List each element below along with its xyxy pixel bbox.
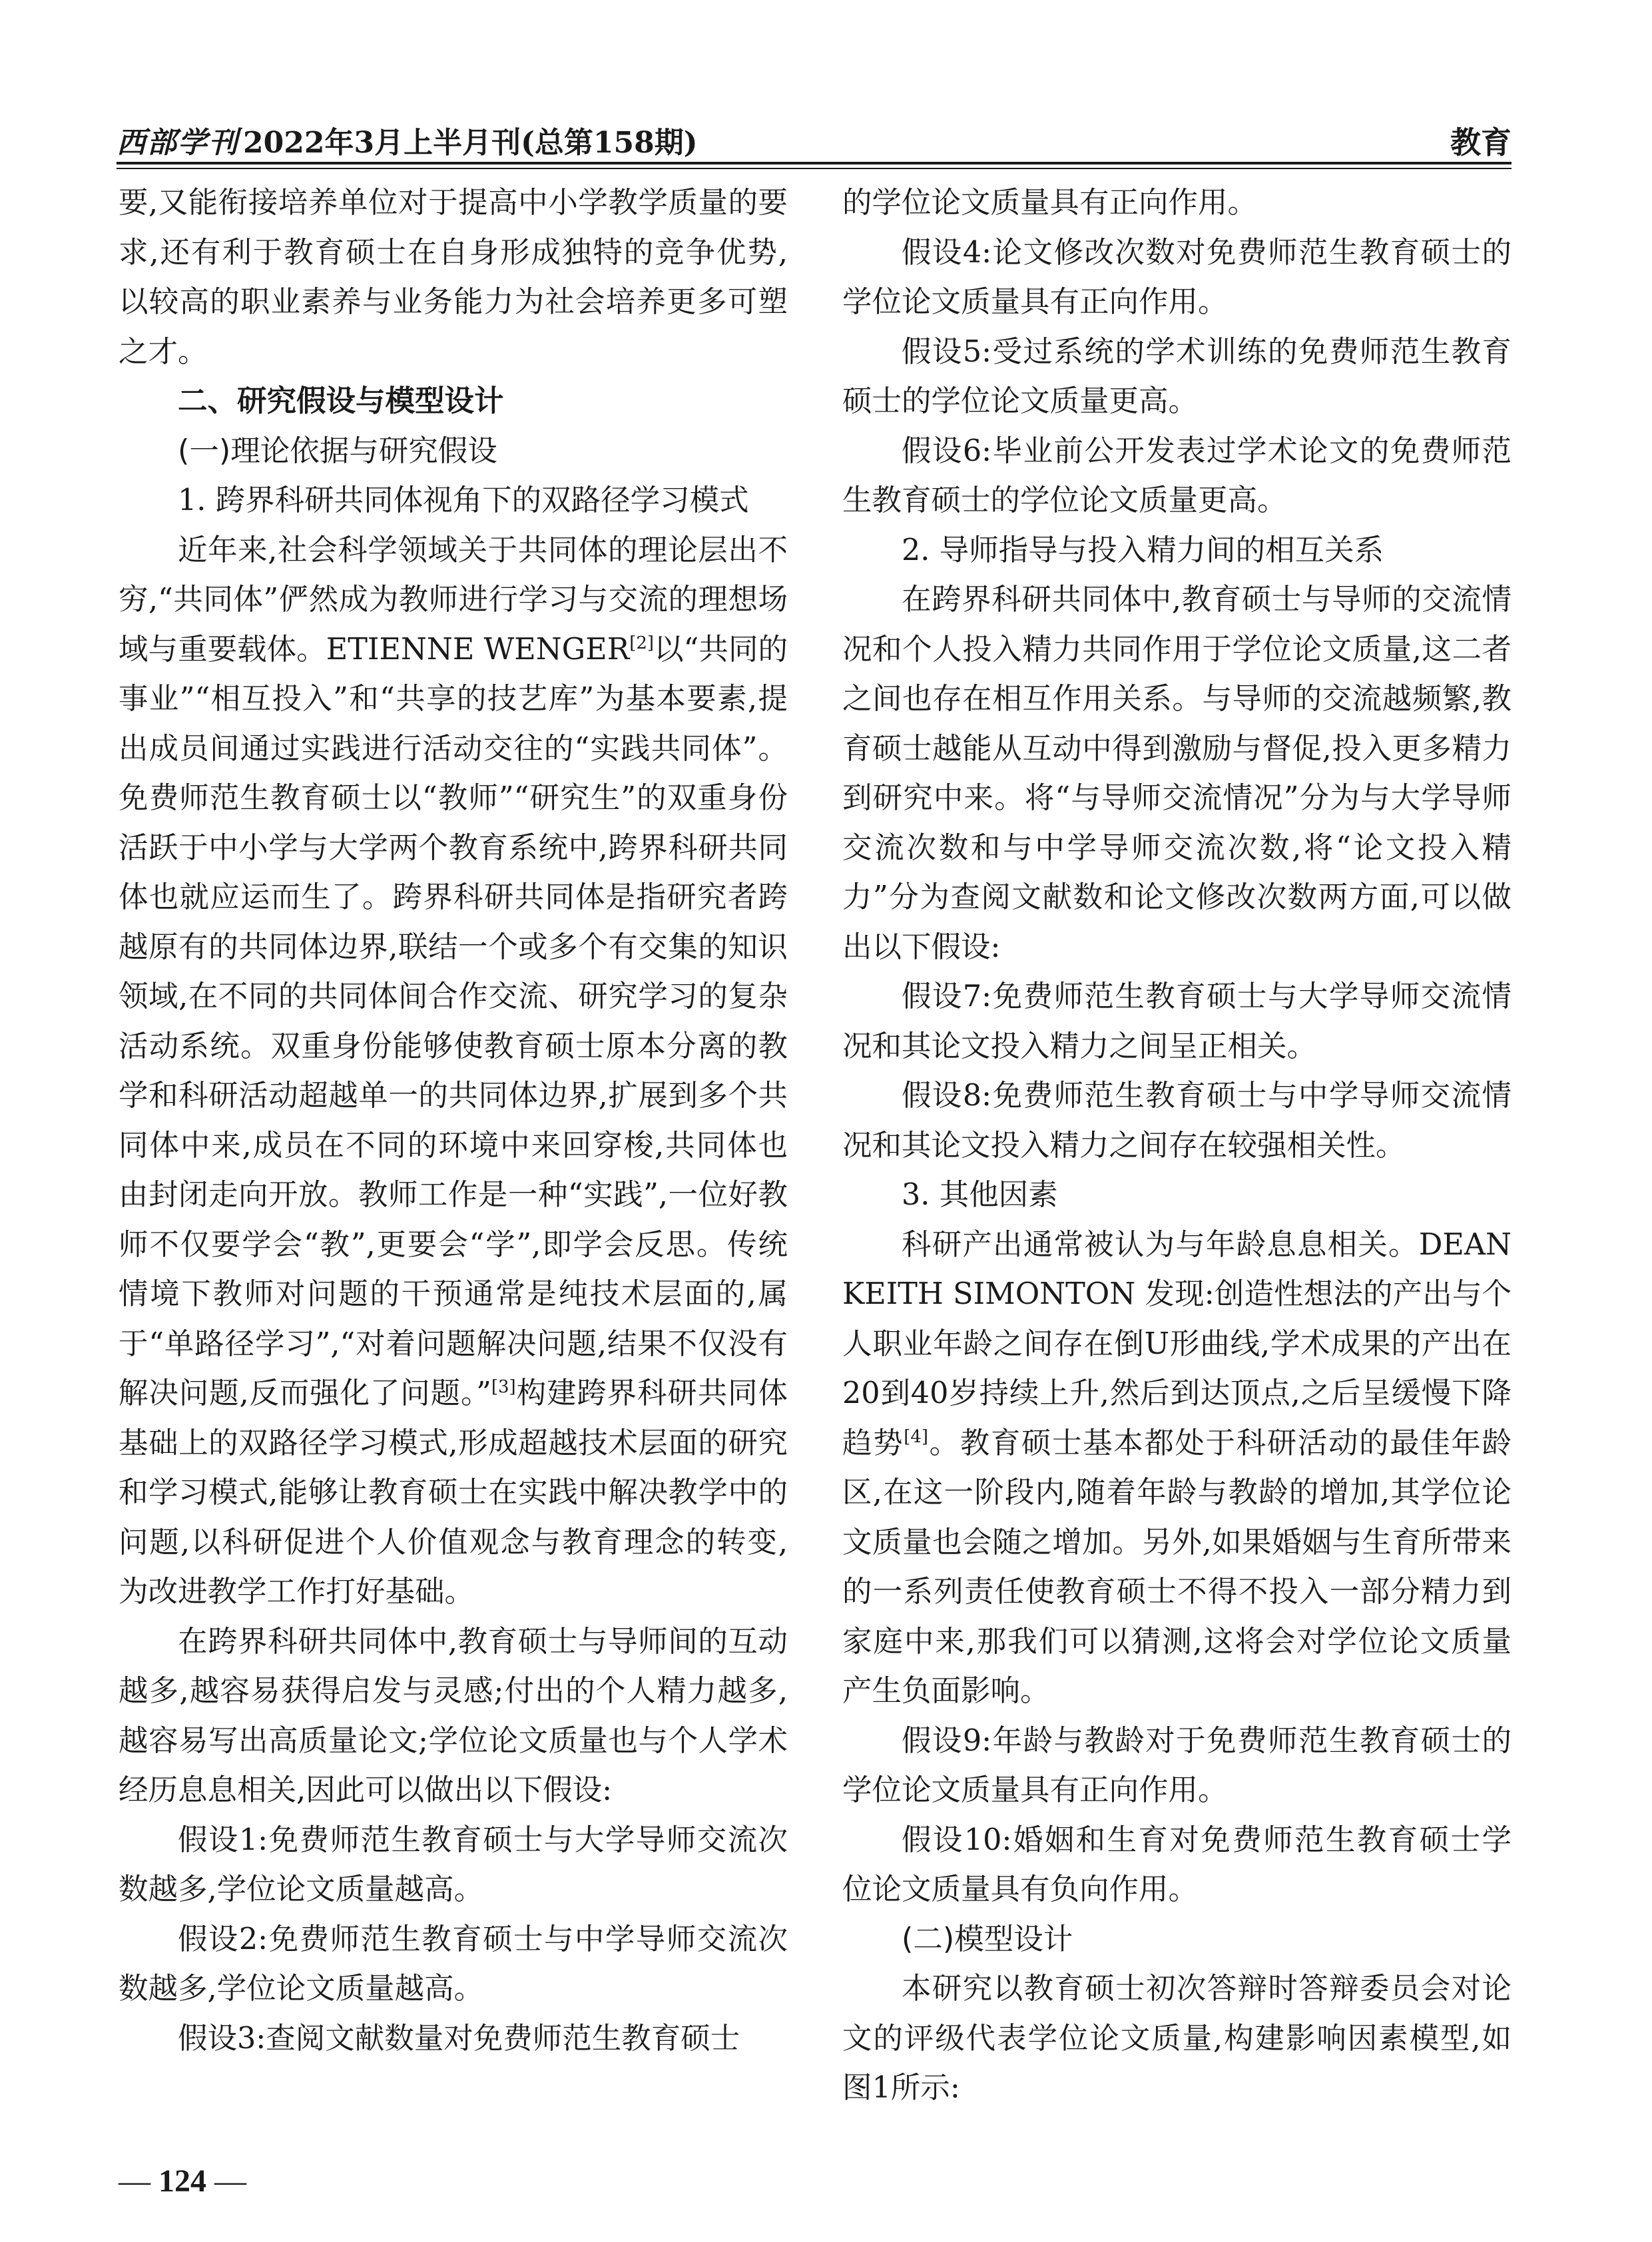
body-paragraph <box>119 526 788 1617</box>
paragraph-text: 。教育硕士基本都处于科研活动的最佳年龄区,在这一阶段内,随着年龄与教龄的增加,其学位论文质量也会随之增加。另外,如果婚姻与生育所带来的一系列责任使教育硕士不得不投入一部分精力到家庭中来,那我们可以猜测,这将会对学位论文质量产生负面影响。 <box>842 1426 1512 1708</box>
footer-dash-right: — <box>206 2163 246 2199</box>
paragraph-text: 二、研究假设与模型设计 <box>178 384 504 418</box>
paragraph-text: (一)理论依据与研究假设 <box>178 433 497 468</box>
paragraph-continued <box>119 178 788 377</box>
hypothesis-paragraph <box>842 1071 1512 1171</box>
sub-subsection-heading <box>842 526 1512 576</box>
hypothesis-paragraph <box>119 1816 788 1915</box>
paragraph-text: 假设4:论文修改次数对免费师范生教育硕士的学位论文质量具有正向作用。 <box>842 235 1512 319</box>
page-footer <box>119 2163 246 2199</box>
paragraph-text: 在跨界科研共同体中,教育硕士与导师间的互动越多,越容易获得启发与灵感;付出的个人精力越多,越容易写出高质量论文;学位论文质量也与个人学术经历息息相关,因此可以做出以下假设: <box>119 1624 788 1807</box>
header-rule-thin <box>117 168 1512 169</box>
journal-logo: 西部学刊 <box>117 126 239 160</box>
section-heading <box>119 377 788 427</box>
paragraph-text: (二)模型设计 <box>902 1922 1073 1956</box>
footer-dash-left: — <box>119 2163 158 2199</box>
hypothesis-continued <box>842 178 1512 228</box>
paragraph-text: 1. 跨界科研共同体视角下的双路径学习模式 <box>178 483 749 517</box>
page-number: 124 <box>158 2163 206 2199</box>
paragraph-text: 以“共同的事业”“相互投入”和“共享的技艺库”为基本要素,提出成员间通过实践进行活动交往的“实践共同体”。免费师范生教育硕士以“教师”“研究生”的双重身份活跃于中小学与大学两个教育系统中,跨界科研共同体也就应运而生了。跨界科研共同体是指研究者跨越原有的共同体边界,联结一个或多个有交集的知识领域,在不同的共同体间合作交流、研究学习的复杂活动系统。双重身份能够使教育硕士原本分离的教学和科研活动超越单一的共同体边界,扩展到多个共同体中来,成员在不同的环境中来回穿梭,共同体也由封闭走向开放。教师工作是一种“实践”,一位好教师不仅要学会“教”,更要会“学”,即学会反思。传统情境下教师对问题的干预通常是纯技术层面的,属于“单路径学习”,“对着问题解决问题,结果不仅没有解决问题,反而强化了问题。” <box>119 632 788 1410</box>
left-column <box>119 178 788 2064</box>
body-paragraph <box>842 1221 1512 1717</box>
citation-marker: [3] <box>491 1377 516 1398</box>
paragraph-text: 假设6:毕业前公开发表过学术论文的免费师范生教育硕士的学位论文质量更高。 <box>842 433 1512 517</box>
body-paragraph <box>842 1964 1512 2113</box>
paragraph-text: 近年来,社会科学领域关于共同体的理论层出不穷,“共同体”俨然成为教师进行学习与交流的理想场域与重要载体。ETIENNE WENGER <box>119 533 788 667</box>
hypothesis-paragraph <box>842 1816 1512 1915</box>
sub-subsection-heading <box>842 1171 1512 1221</box>
paragraph-text: 3. 其他因素 <box>902 1178 1058 1212</box>
subsection-heading <box>119 427 788 477</box>
paragraph-text: 构建跨界科研共同体基础上的双路径学习模式,形成超越技术层面的研究和学习模式,能够让教育硕士在实践中解决教学中的问题,以科研促进个人价值观念与教育理念的转变,为改进教学工作打好基础。 <box>119 1376 788 1609</box>
hypothesis-paragraph <box>119 1915 788 2014</box>
hypothesis-paragraph <box>842 427 1512 526</box>
hypothesis-paragraph <box>842 1717 1512 1816</box>
paragraph-text: 假设8:免费师范生教育硕士与中学导师交流情况和其论文投入精力之间存在较强相关性。 <box>842 1079 1512 1163</box>
paragraph-text: 假设2:免费师范生教育硕士与中学导师交流次数越多,学位论文质量越高。 <box>119 1922 788 2006</box>
paragraph-text: 科研产出通常被认为与年龄息息相关。DEAN KEITH SIMONTON 发现:创造性想法的产出与个人职业年龄之间存在倒U形曲线,学术成果的产出在20到40岁持续上升,然后到达顶点,之后呈缓慢下降趋势 <box>842 1227 1512 1460</box>
paragraph-text: 假设9:年龄与教龄对于免费师范生教育硕士的学位论文质量具有正向作用。 <box>842 1723 1512 1807</box>
running-header <box>117 113 1512 160</box>
right-column <box>842 178 1512 2113</box>
header-rule-thick <box>117 162 1512 164</box>
paragraph-text: 假设1:免费师范生教育硕士与大学导师交流次数越多,学位论文质量越高。 <box>119 1822 788 1906</box>
paragraph-text: 在跨界科研共同体中,教育硕士与导师的交流情况和个人投入精力共同作用于学位论文质量,这二者之间也存在相互作用关系。与导师的交流越频繁,教育硕士越能从互动中得到激励与督促,投入更多精力到研究中来。将“与导师交流情况”分为与大学导师交流次数和与中学导师交流次数,将“论文投入精力”分为查阅文献数和论文修改次数两方面,可以做出以下假设: <box>842 583 1512 964</box>
paragraph-text: 的学位论文质量具有正向作用。 <box>842 186 1258 220</box>
hypothesis-paragraph <box>842 228 1512 328</box>
paragraph-text: 2. 导师指导与投入精力间的相互关系 <box>902 533 1384 567</box>
hypothesis-paragraph <box>119 2014 788 2064</box>
sub-subsection-heading <box>119 476 788 526</box>
paragraph-text: 假设7:免费师范生教育硕士与大学导师交流情况和其论文投入精力之间呈正相关。 <box>842 980 1512 1063</box>
paragraph-text: 假设5:受过系统的学术训练的免费师范生教育硕士的学位论文质量更高。 <box>842 334 1512 418</box>
citation-marker: [2] <box>629 633 655 653</box>
body-paragraph <box>119 1617 788 1816</box>
section-label: 教育 <box>1450 125 1512 160</box>
paragraph-text: 假设3:查阅文献数量对免费师范生教育硕士 <box>178 2021 740 2056</box>
journal-title <box>117 119 698 161</box>
issue-info: 2022年3月上半月刊(总第158期) <box>243 126 698 160</box>
body-paragraph <box>842 575 1512 972</box>
paragraph-text: 要,又能衔接培养单位对于提高中小学教学质量的要求,还有利于教育硕士在自身形成独特的竞争优势,以较高的职业素养与业务能力为社会培养更多可塑之才。 <box>119 186 788 369</box>
citation-marker: [4] <box>904 1426 929 1447</box>
subsection-heading <box>842 1915 1512 1965</box>
hypothesis-paragraph <box>842 328 1512 427</box>
hypothesis-paragraph <box>842 972 1512 1071</box>
paragraph-text: 假设10:婚姻和生育对免费师范生教育硕士学位论文质量具有负向作用。 <box>842 1822 1512 1906</box>
paragraph-text: 本研究以教育硕士初次答辩时答辩委员会对论文的评级代表学位论文质量,构建影响因素模型,如图1所示: <box>842 1972 1512 2105</box>
